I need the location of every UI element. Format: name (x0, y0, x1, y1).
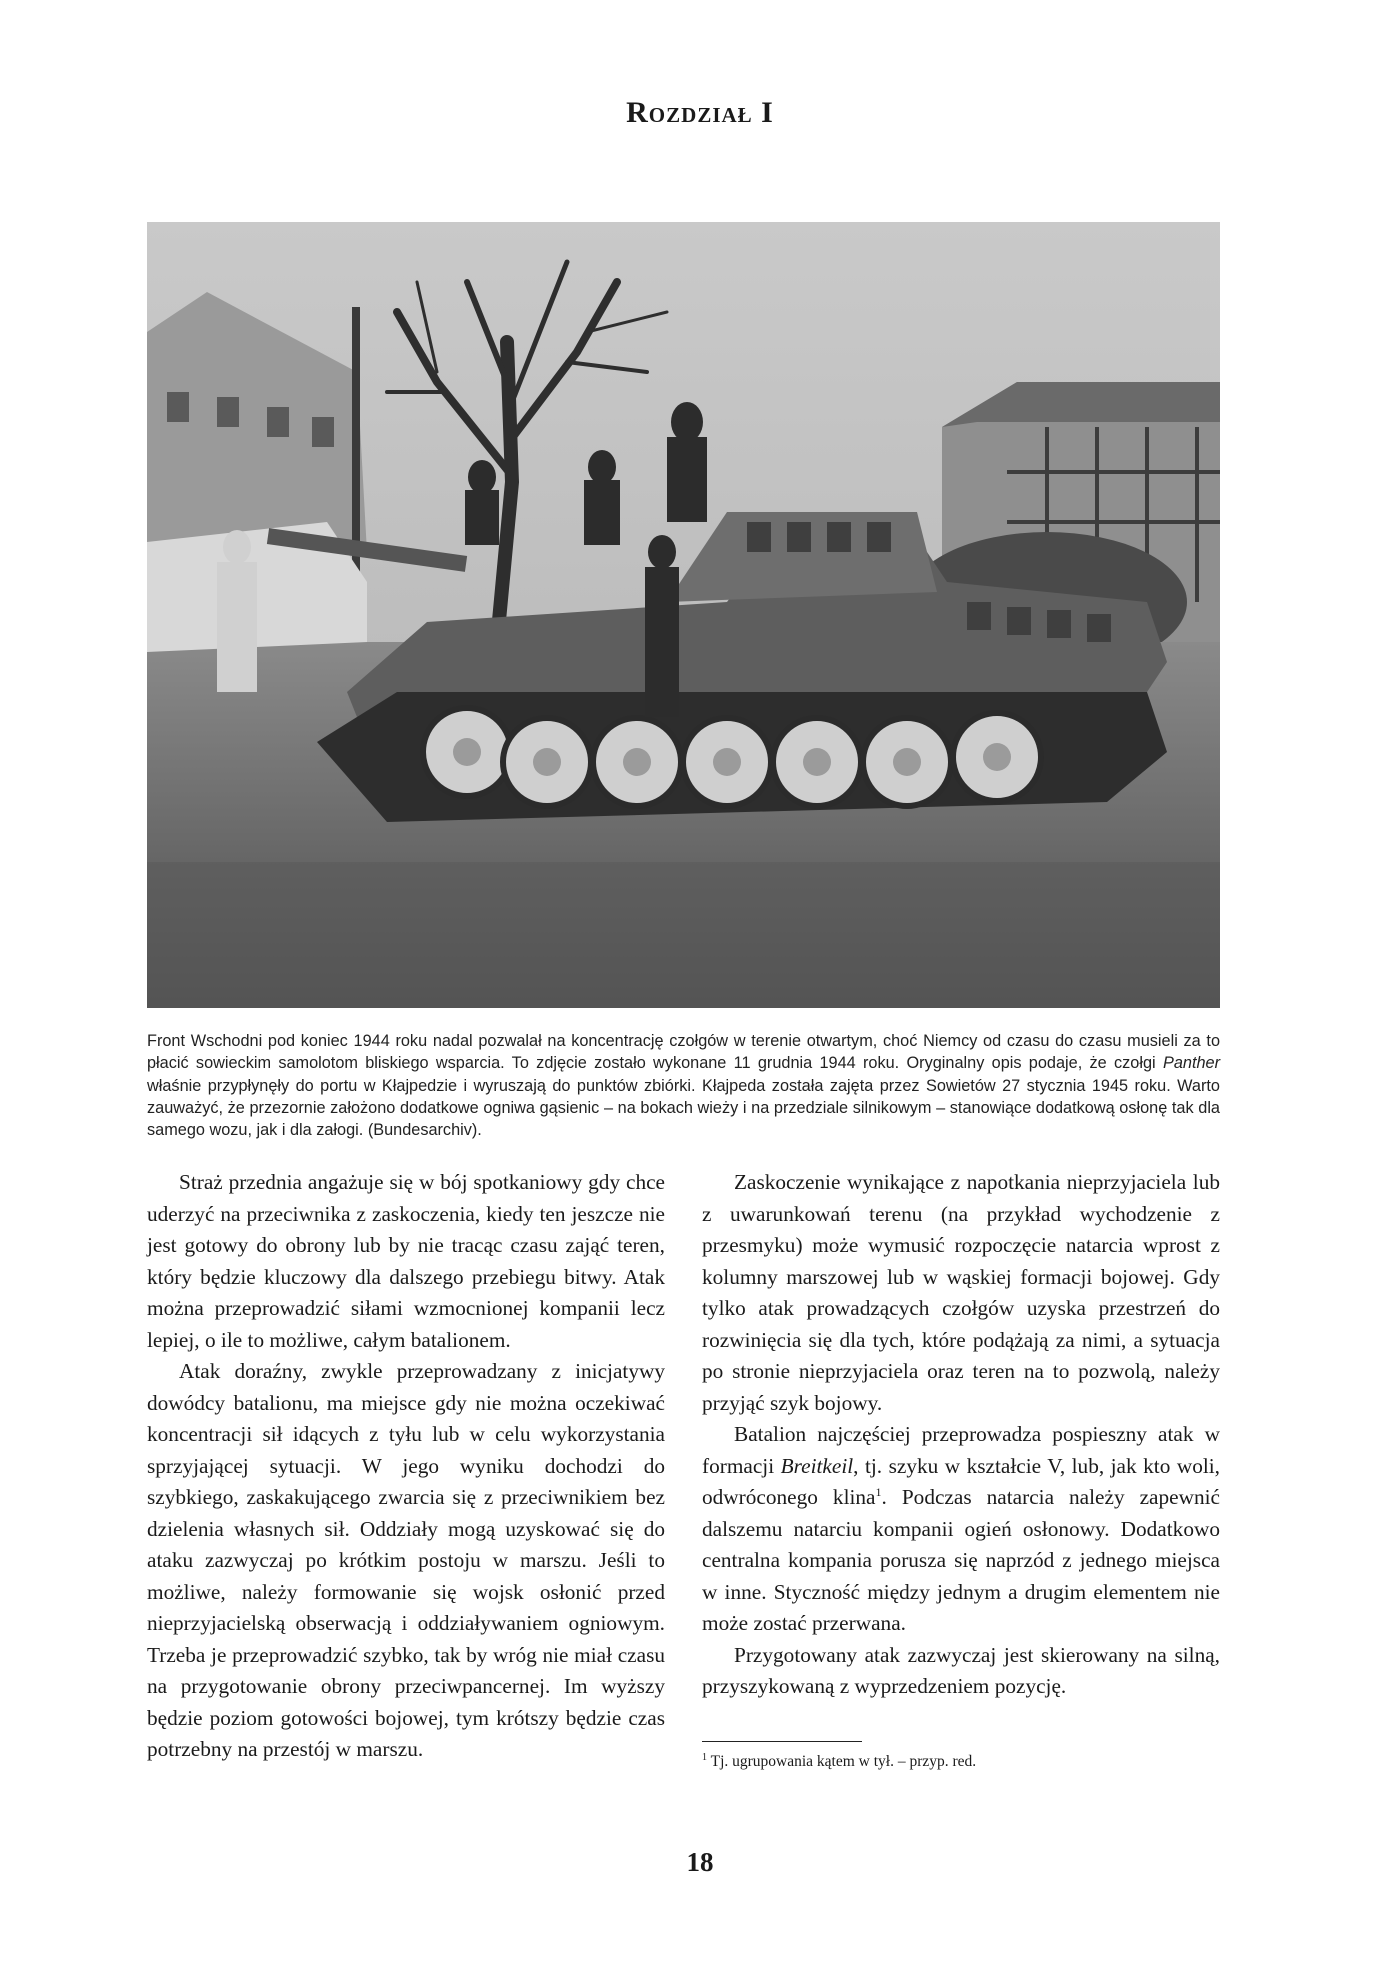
footnote-reference[interactable]: 1 (875, 1484, 882, 1499)
paragraph: Atak doraźny, zwykle przeprowadzany z inicjatywy dowódcy batalionu, ma miejsce gdy nie można oczekiwać koncentracji sił idących z tyłu lub w celu wykorzystania sprzyjającej sytuacji. W jego wyniku dochodzi do szybkiego, zaskakującego zwarcia się z przeciwnikiem bez dzielenia własnych sił. Oddziały mogą uzyskować się do ataku zazwyczaj po krótkim postoju w marszu. Jeśli to możliwe, należy formowanie się wojsk osłonić przed nieprzyjacielską obserwacją i oddziaływaniem ogniowym. Trzeba je przeprowadzić szybko, tak by wróg nie miał czasu na przygotowanie obrony przeciwpancernej. Im wyższy będzie poziom gotowości bojowej, tym krótszy będzie czas potrzebny na przestój w marszu. (147, 1359, 665, 1761)
footnote-text: Tj. ugrupowania kątem w tył. – przyp. red. (707, 1753, 977, 1770)
caption-text: Front Wschodni pod koniec 1944 roku nadal pozwalał na koncentrację czołgów w terenie otwartym, choć Niemcy od czasu do czasu musieli za to płacić sowieckim samolotom bliskiego wsparcia. To zdjęcie zostało wykonane 11 grudnia 1944 roku. Oryginalny opis podaje, że czołgi (147, 1032, 1220, 1073)
paragraph: Straż przednia angażuje się w bój spotkaniowy gdy chce uderzyć na przeciwnika z zaskoczenia, kiedy ten jeszcze nie jest gotowy do obrony lub by nie tracąc czasu zająć teren, który będzie kluczowy dla dalszego przebiegu bitwy. Atak można przeprowadzić siłami wzmocnionej kompanii lecz lepiej, o ile to możliwe, całym batalionem. (147, 1170, 665, 1352)
footnote-divider (702, 1741, 862, 1742)
footnote (702, 1752, 1220, 1772)
left-column (147, 1167, 665, 1766)
chapter-title: Rozdział I (626, 96, 774, 129)
caption-italic-term: Panther (1162, 1054, 1220, 1073)
caption-text-continued: właśnie przypłynęły do portu w Kłajpedzie i wyruszają do punktów zbiórki. Kłajpeda została zajęta przez Sowietów 27 stycznia 1945 roku. Warto zauważyć, że przezornie założono dodatkowe ogniwa gąsienic – na bokach wieży i na przedziale silnikowym – stanowiące dodatkową osłonę tak dla samego wozu, jak i dla załogi. (Bundesarchiv). (147, 1076, 1220, 1140)
tank-photo-illustration (147, 222, 1220, 1008)
tank-photo (147, 222, 1220, 1008)
right-column (702, 1167, 1220, 1703)
paragraph: Zaskoczenie wynikające z napotkania nieprzyjaciela lub z uwarunkowań terenu (na przykład wychodzenie z przesmyku) może wymusić rozpoczęcie natarcia wprost z kolumny marszowej lub w wąskiej formacji bojowej. Gdy tylko atak prowadzących czołgów uzyska przestrzeń do rozwinięcia się dla tych, które podążają za nimi, a sytuacja po stronie nieprzyjaciela oraz teren na to pozwolą, należy przyjąć szyk bojowy. (702, 1170, 1220, 1415)
paragraph-text: Batalion najczęściej przeprowadza pospieszny atak w formacji (702, 1422, 1220, 1478)
paragraph-text: . Podczas natarcia należy zapewnić dalszemu natarciu kompanii ogień osłonowy. Dodatkowo centralna kompania porusza się naprzód z jednego miejsca w inne. Styczność między jednym a drugim elementem nie może zostać przerwana. (702, 1485, 1220, 1635)
paragraph-text: , tj. szyku w kształcie V, lub, jak kto woli, odwróconego klina (702, 1453, 1221, 1509)
photo-caption (147, 1030, 1220, 1141)
paragraph: Przygotowany atak zazwyczaj jest skierowany na silną, przyszykowaną z wyprzedzeniem pozycję. (702, 1642, 1220, 1698)
paragraph (702, 1419, 1220, 1640)
page-number: 18 (686, 1847, 714, 1877)
footnote-marker: 1 (702, 1751, 707, 1763)
italic-term: Breitkeil (780, 1453, 854, 1478)
